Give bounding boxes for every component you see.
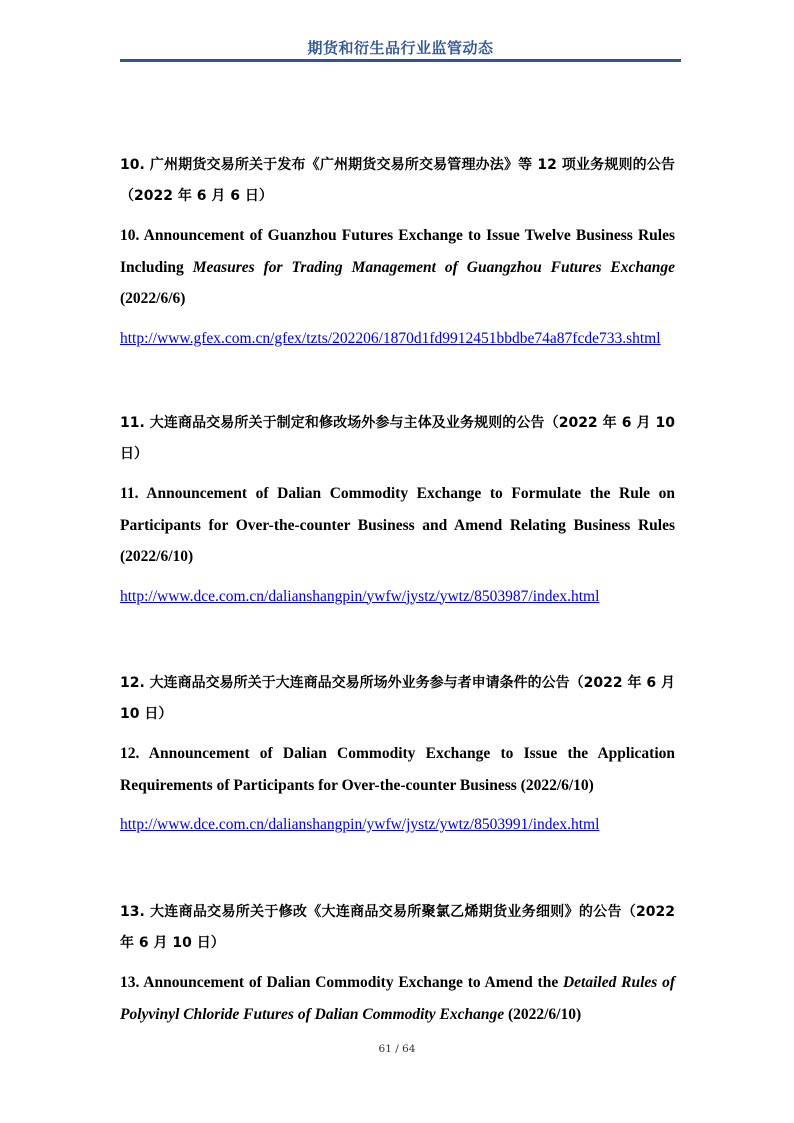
header-rule [120, 59, 681, 62]
page-number: 61 / 64 [378, 1043, 416, 1055]
announcement-item [120, 150, 675, 350]
announcement-title-en: 13. Announcement of Dalian Commodity Exchange to Amend the Detailed Rules of Polyvinyl Chloride Futures of Dalian Commodity Exchange (2022/6/10) [120, 974, 675, 1023]
announcement-title-zh: 12. 大连商品交易所关于大连商品交易所场外业务参与者申请条件的公告（2022 年 6 月 10 日） [120, 675, 676, 722]
italic-rule-name: Detailed Rules of Polyvinyl Chloride Futures of Dalian Commodity Exchange [120, 974, 675, 1023]
announcement-title-en: 11. Announcement of Dalian Commodity Exchange to Formulate the Rule on Participants for Over-the-counter Business and Amend Relating Business Rules (2022/6/10) [120, 485, 675, 565]
announcement-title-zh: 13. 大连商品交易所关于修改《大连商品交易所聚氯乙烯期货业务细则》的公告（2022 年 6 月 10 日） [120, 904, 675, 951]
announcement-link[interactable]: http://www.dce.com.cn/dalianshangpin/ywfw/jystz/ywtz/8503987/index.html [120, 587, 600, 605]
announcement-title-en: 10. Announcement of Guanzhou Futures Exchange to Issue Twelve Business Rules Including Measures for Trading Management of Guangzhou Futures Exchange (2022/6/6) [120, 227, 675, 307]
announcement-title-en: 12. Announcement of Dalian Commodity Exchange to Issue the Application Requirements of Participants for Over-the-counter Business (2022/6/10) [120, 745, 675, 794]
announcement-title-zh: 10. 广州期货交易所关于发布《广州期货交易所交易管理办法》等 12 项业务规则的公告（2022 年 6 月 6 日） [120, 157, 675, 204]
announcement-item [120, 668, 675, 836]
italic-rule-name: Measures for Trading Management of Guangzhou Futures Exchange [192, 258, 675, 276]
running-header-title: 期货和衍生品行业监管动态 [307, 39, 494, 57]
announcement-item [120, 897, 675, 1030]
announcement-item [120, 408, 675, 608]
announcement-link[interactable]: http://www.gfex.com.cn/gfex/tzts/202206/1870d1fd9912451bbdbe74a87fcde733.shtml [120, 329, 661, 347]
announcement-title-zh: 11. 大连商品交易所关于制定和修改场外参与主体及业务规则的公告（2022 年 6 月 10 日） [120, 415, 675, 462]
announcement-link[interactable]: http://www.dce.com.cn/dalianshangpin/ywfw/jystz/ywtz/8503991/index.html [120, 816, 600, 833]
